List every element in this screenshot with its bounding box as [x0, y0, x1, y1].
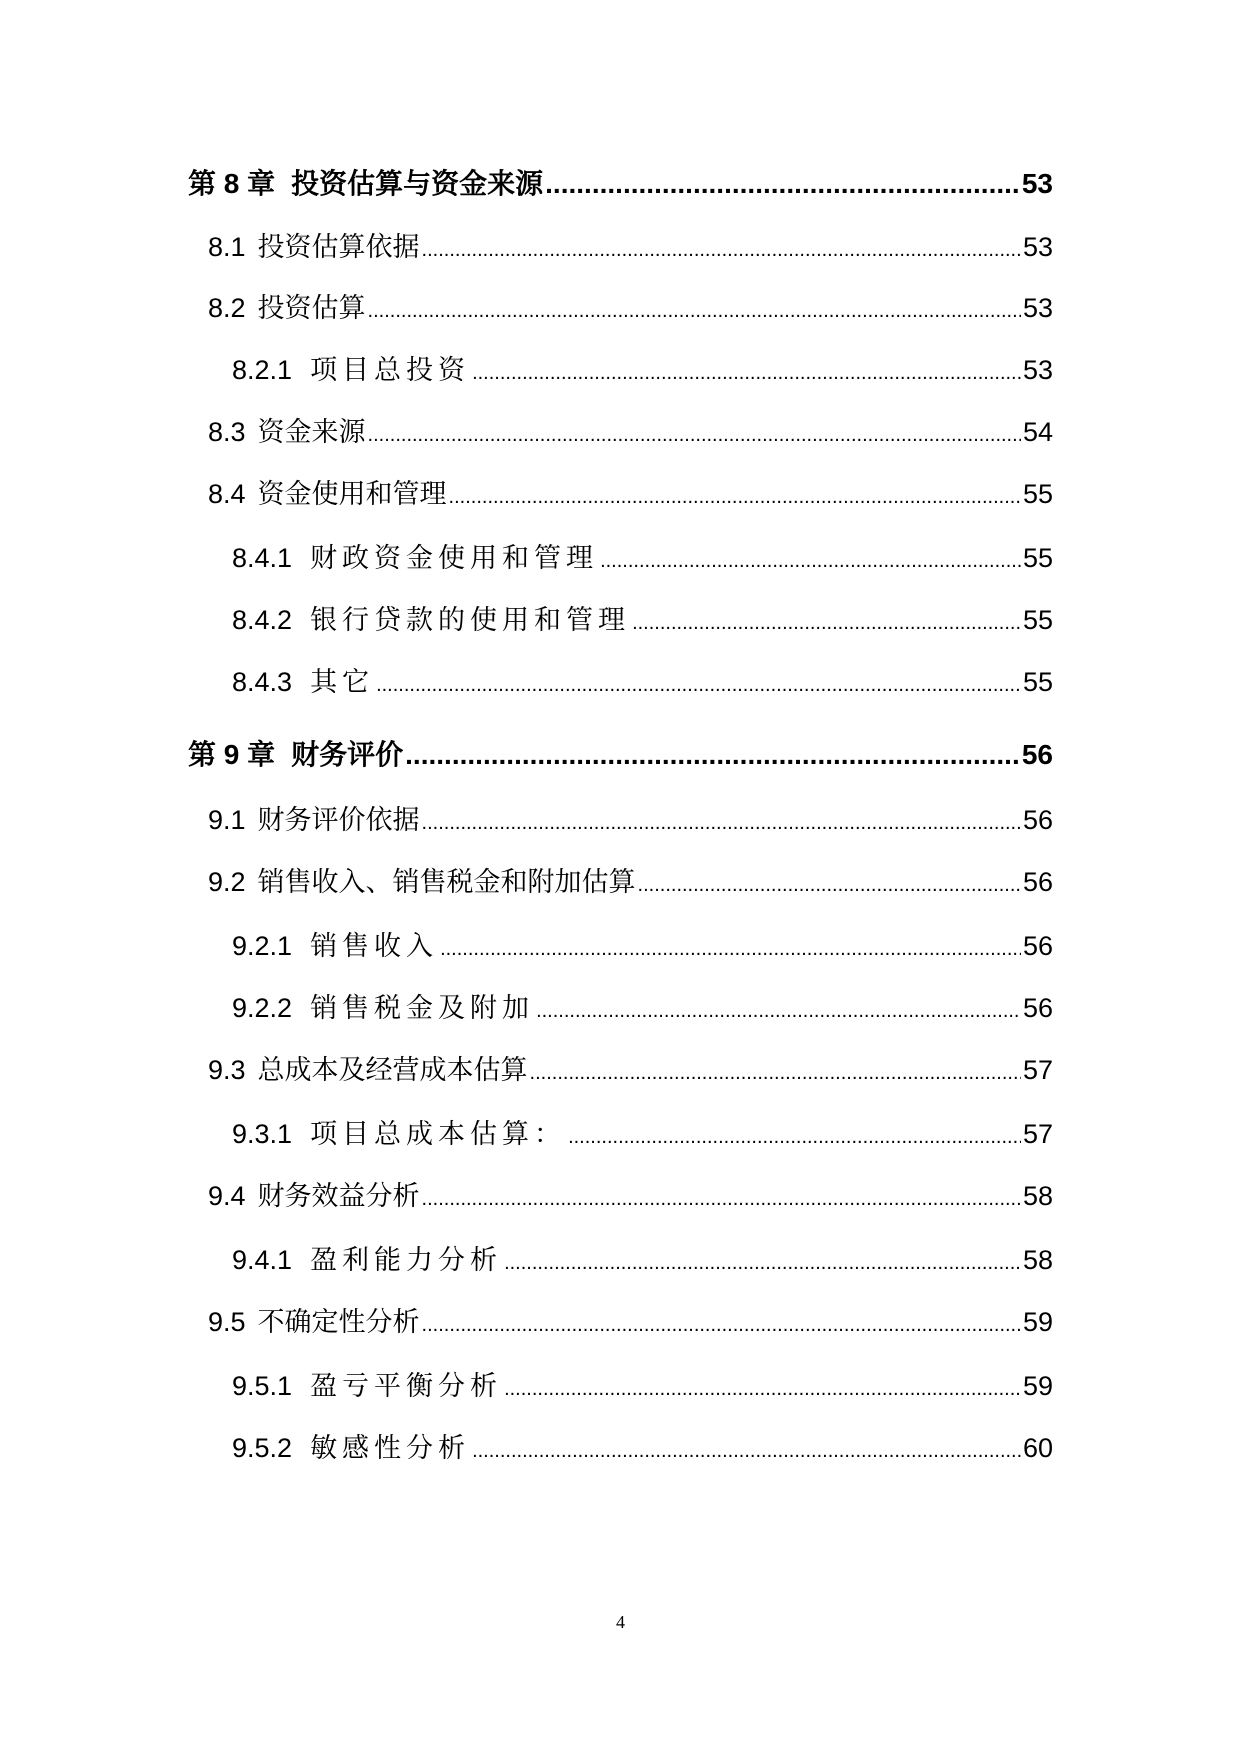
toc-subsection-9-2-1[interactable] — [232, 924, 1053, 963]
toc-chapter-8[interactable] — [188, 162, 1053, 202]
toc-entry-title: 投资估算与资金来源 — [291, 168, 544, 199]
toc-entry-title: 银行贷款的使用和管理 — [310, 605, 631, 635]
toc-entry-page: 53 — [1022, 355, 1053, 385]
toc-dot-leader — [504, 1252, 1021, 1275]
toc-entry-title: 总成本及经营成本估算 — [257, 1055, 528, 1085]
toc-dot-leader — [449, 486, 1021, 509]
toc-section-9-3[interactable] — [208, 1048, 1053, 1087]
toc-entry-page: 56 — [1022, 867, 1053, 897]
toc-dot-leader — [472, 362, 1021, 385]
toc-entry-title: 项目总成本估算： — [310, 1119, 567, 1149]
toc-entry-number: 9.4 — [208, 1181, 246, 1211]
toc-entry-page: 55 — [1022, 479, 1053, 509]
toc-entry-number: 8.4 — [208, 479, 246, 509]
toc-entry-number: 9.5.1 — [232, 1371, 293, 1401]
toc-subsection-8-4-2[interactable] — [232, 598, 1053, 637]
toc-entry-title: 投资估算 — [257, 293, 366, 323]
toc-entry-title: 敏感性分析 — [310, 1433, 471, 1463]
toc-entry-page: 53 — [1022, 293, 1053, 323]
toc-entry-page: 60 — [1022, 1433, 1053, 1463]
toc-dot-leader — [440, 938, 1021, 961]
toc-entry-page: 56 — [1022, 805, 1053, 835]
toc-dot-leader — [422, 1188, 1021, 1211]
toc-dot-leader — [376, 674, 1021, 697]
toc-dot-leader — [632, 612, 1021, 635]
toc-entry-page: 56 — [1022, 993, 1053, 1023]
toc-entry-number: 8.3 — [208, 417, 246, 447]
toc-section-8-1[interactable] — [208, 225, 1053, 264]
toc-section-8-2[interactable] — [208, 286, 1053, 325]
toc-dot-leader — [368, 424, 1021, 447]
toc-entry-page: 53 — [1022, 232, 1053, 262]
toc-section-8-3[interactable] — [208, 410, 1053, 449]
toc-dot-leader — [405, 739, 1020, 771]
toc-section-9-1[interactable] — [208, 798, 1053, 837]
toc-entry-number: 9.5 — [208, 1307, 246, 1337]
toc-entry-number: 9.3.1 — [232, 1119, 293, 1149]
toc-entry-page: 54 — [1022, 417, 1053, 447]
toc-entry-number: 9.5.2 — [232, 1433, 293, 1463]
toc-entry-title: 投资估算依据 — [257, 232, 420, 262]
toc-entry-page: 57 — [1022, 1055, 1053, 1085]
toc-section-9-5[interactable] — [208, 1300, 1053, 1339]
toc-entry-title: 销售税金及附加 — [310, 993, 535, 1023]
toc-dot-leader — [530, 1062, 1021, 1085]
toc-entry-page: 59 — [1022, 1307, 1053, 1337]
toc-subsection-9-3-1[interactable] — [232, 1112, 1053, 1151]
toc-entry-page: 53 — [1021, 168, 1053, 199]
toc-dot-leader — [422, 1314, 1021, 1337]
toc-entry-title: 其它 — [310, 667, 375, 697]
toc-dot-leader — [422, 239, 1021, 262]
toc-entry-number: 第 8 章 — [188, 168, 276, 199]
toc-entry-title: 资金使用和管理 — [257, 479, 447, 509]
toc-entry-number: 8.1 — [208, 232, 246, 262]
toc-entry-number: 9.4.1 — [232, 1245, 293, 1275]
toc-entry-title: 盈亏平衡分析 — [310, 1371, 503, 1401]
toc-entry-page: 55 — [1022, 605, 1053, 635]
toc-dot-leader — [422, 812, 1021, 835]
toc-entry-number: 8.2 — [208, 293, 246, 323]
toc-entry-page: 56 — [1021, 739, 1053, 770]
toc-entry-title: 财务评价依据 — [257, 805, 420, 835]
toc-entry-number: 8.4.1 — [232, 543, 293, 573]
toc-entry-title: 不确定性分析 — [257, 1307, 420, 1337]
toc-subsection-8-4-3[interactable] — [232, 660, 1053, 699]
toc-subsection-9-5-1[interactable] — [232, 1364, 1053, 1403]
toc-entry-page: 55 — [1022, 667, 1053, 697]
toc-entry-title: 销售收入、销售税金和附加估算 — [257, 867, 636, 897]
toc-subsection-9-2-2[interactable] — [232, 986, 1053, 1025]
toc-entry-number: 8.4.2 — [232, 605, 293, 635]
toc-section-9-2[interactable] — [208, 860, 1053, 899]
toc-dot-leader — [368, 300, 1021, 323]
toc-subsection-8-2-1[interactable] — [232, 348, 1053, 387]
toc-entry-title: 财政资金使用和管理 — [310, 543, 599, 573]
toc-chapter-9[interactable] — [188, 733, 1053, 773]
toc-dot-leader — [536, 1000, 1021, 1023]
toc-entry-page: 57 — [1022, 1119, 1053, 1149]
toc-entry-number: 第 9 章 — [188, 739, 276, 770]
toc-entry-page: 59 — [1022, 1371, 1053, 1401]
toc-subsection-8-4-1[interactable] — [232, 536, 1053, 575]
toc-entry-number: 9.2 — [208, 867, 246, 897]
toc-dot-leader — [638, 874, 1021, 897]
toc-entry-number: 9.1 — [208, 805, 246, 835]
toc-entry-title: 项目总投资 — [310, 355, 471, 385]
toc-entry-number: 9.3 — [208, 1055, 246, 1085]
toc-entry-title: 财务评价 — [291, 739, 404, 770]
toc-entry-page: 55 — [1022, 543, 1053, 573]
toc-entry-title: 盈利能力分析 — [310, 1245, 503, 1275]
toc-entry-number: 9.2.1 — [232, 931, 293, 961]
toc-entry-page: 58 — [1022, 1245, 1053, 1275]
toc-entry-number: 9.2.2 — [232, 993, 293, 1023]
toc-dot-leader — [568, 1126, 1021, 1149]
toc-section-8-4[interactable] — [208, 472, 1053, 511]
toc-entry-number: 8.2.1 — [232, 355, 293, 385]
toc-dot-leader — [545, 168, 1020, 200]
toc-dot-leader — [600, 550, 1021, 573]
toc-subsection-9-5-2[interactable] — [232, 1426, 1053, 1465]
toc-entry-title: 财务效益分析 — [257, 1181, 420, 1211]
page-number: 4 — [616, 1612, 625, 1632]
toc-entry-page: 56 — [1022, 931, 1053, 961]
toc-entry-page: 58 — [1022, 1181, 1053, 1211]
toc-entry-title: 销售收入 — [310, 931, 439, 961]
toc-section-9-4[interactable] — [208, 1174, 1053, 1213]
toc-subsection-9-4-1[interactable] — [232, 1238, 1053, 1277]
toc-dot-leader — [472, 1440, 1021, 1463]
toc-entry-title: 资金来源 — [257, 417, 366, 447]
toc-entry-number: 8.4.3 — [232, 667, 293, 697]
toc-dot-leader — [504, 1378, 1021, 1401]
